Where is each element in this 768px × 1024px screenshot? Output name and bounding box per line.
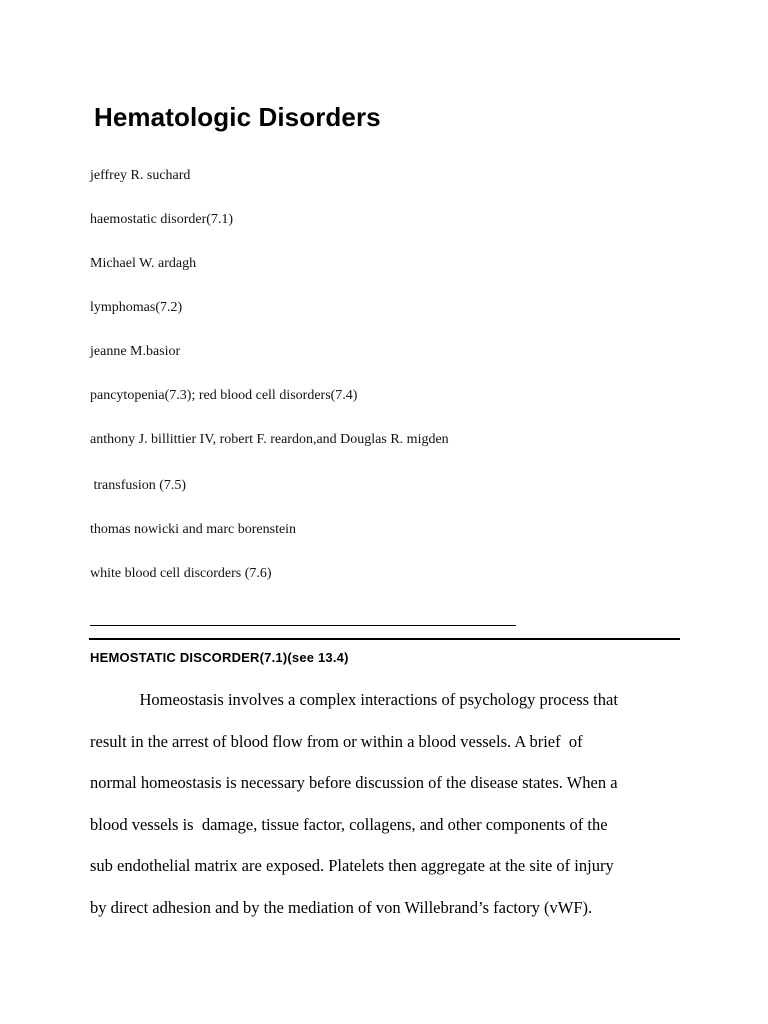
credit-line: jeffrey R. suchard — [90, 168, 191, 183]
body-text-line: normal homeostasis is necessary before discussion of the disease states. When a — [90, 773, 618, 792]
credit-line: transfusion (7.5) — [90, 478, 187, 493]
body-text-line: result in the arrest of blood flow from or within a blood vessels. A brief of — [90, 732, 583, 751]
separator-short — [90, 625, 516, 626]
section-heading: HEMOSTATIC DISCORDER(7.1)(see 13.4) — [90, 650, 349, 665]
document-title: Hematologic Disorders — [94, 102, 381, 132]
body-text-line: Homeostasis involves a complex interactions of psychology process that — [90, 690, 618, 709]
body-text-line: sub endothelial matrix are exposed. Platelets then aggregate at the site of injury — [90, 856, 614, 875]
credit-line: pancytopenia(7.3); red blood cell disorders(7.4) — [90, 388, 358, 403]
credit-line: haemostatic disorder(7.1) — [90, 212, 234, 227]
credit-line: jeanne M.basior — [90, 344, 181, 359]
credit-line: thomas nowicki and marc borenstein — [90, 522, 297, 537]
body-text-line: blood vessels is damage, tissue factor, collagens, and other components of the — [90, 815, 608, 834]
credit-line: Michael W. ardagh — [90, 256, 197, 271]
credit-line: white blood cell discorders (7.6) — [90, 566, 272, 581]
credit-line: lymphomas(7.2) — [90, 300, 183, 315]
body-text-line: by direct adhesion and by the mediation of von Willebrand’s factory (vWF). — [90, 898, 593, 917]
separator-long — [89, 638, 680, 640]
credit-line: anthony J. billittier IV, robert F. reardon,and Douglas R. migden — [90, 432, 449, 447]
